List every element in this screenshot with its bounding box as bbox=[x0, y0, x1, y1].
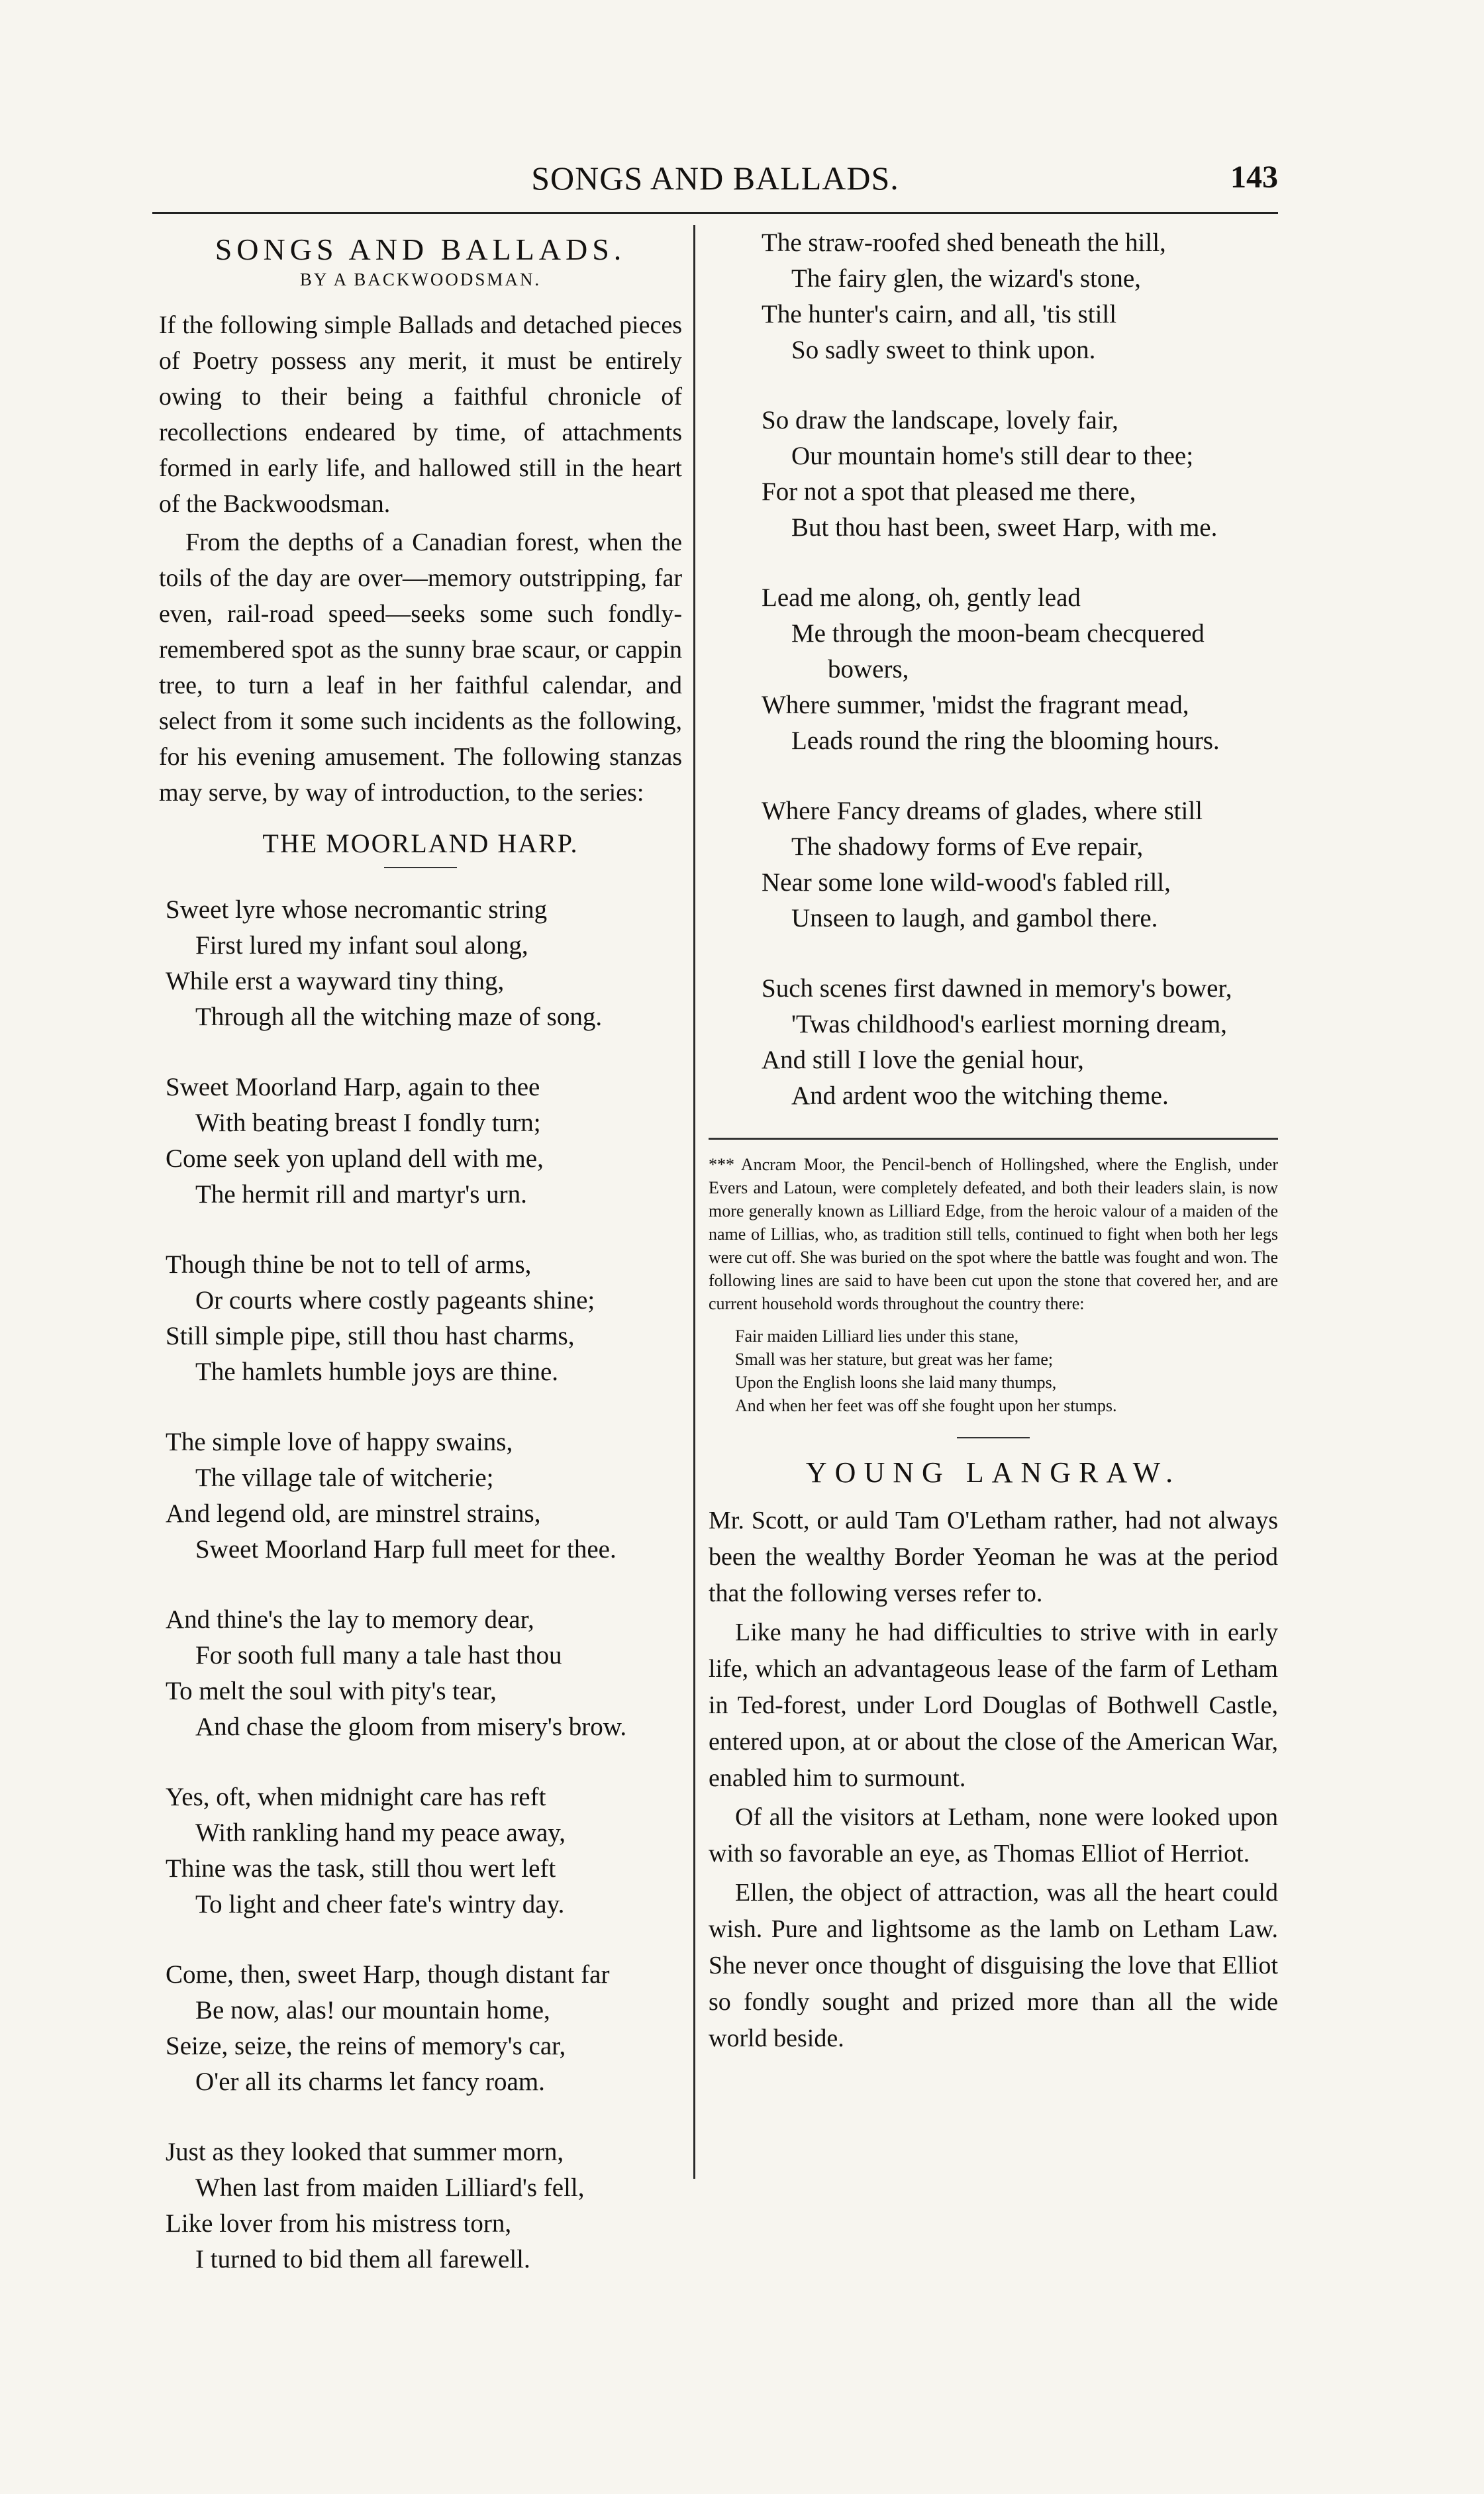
right-column bbox=[709, 225, 1278, 2057]
verse-line: The hermit rill and martyr's urn. bbox=[195, 1180, 527, 1209]
stanza bbox=[166, 1602, 682, 1745]
verse-line: Me through the moon-beam checquered bbox=[791, 619, 1205, 648]
verse-line: Where Fancy dreams of glades, where still bbox=[762, 797, 1203, 825]
verse-line: Where summer, 'midst the fragrant mead, bbox=[762, 691, 1189, 719]
verse-line: Thine was the task, still thou wert left bbox=[166, 1854, 556, 1883]
verse-line: Near some lone wild-wood's fabled rill, bbox=[762, 868, 1171, 897]
verse-line: With beating breast I fondly turn; bbox=[195, 1109, 541, 1137]
section-rule bbox=[957, 1437, 1030, 1438]
footnote-verse-line: Small was her stature, but great was her fame; bbox=[735, 1350, 1054, 1369]
poem-title: THE MOORLAND HARP. bbox=[262, 828, 579, 858]
verse-line: I turned to bid them all farewell. bbox=[195, 2245, 530, 2273]
verse-line: Just as they looked that summer morn, bbox=[166, 2138, 564, 2166]
verse-line: While erst a wayward tiny thing, bbox=[166, 967, 505, 995]
running-title: SONGS AND BALLADS. bbox=[531, 160, 899, 197]
page-number: 143 bbox=[1230, 160, 1278, 195]
verse-line: And chase the gloom from misery's brow. bbox=[195, 1713, 627, 1741]
verse-line: First lured my infant soul along, bbox=[195, 931, 528, 960]
byline: BY A BACKWOODSMAN. bbox=[299, 270, 542, 289]
stanza bbox=[762, 793, 1278, 936]
verse-line: Or courts where costly pageants shine; bbox=[195, 1286, 595, 1315]
title-rule bbox=[384, 867, 457, 868]
verse-line: The hunter's cairn, and all, 'tis still bbox=[762, 300, 1117, 328]
footnote-rule bbox=[709, 1138, 1278, 1140]
story-body bbox=[709, 1503, 1278, 2057]
footnote-verse-line: And when her feet was off she fought upon her stumps. bbox=[735, 1396, 1117, 1415]
verse-line: Still simple pipe, still thou hast charms, bbox=[166, 1322, 575, 1350]
verse-line: So sadly sweet to think upon. bbox=[791, 336, 1096, 364]
stanza bbox=[762, 403, 1278, 546]
verse-line: The fairy glen, the wizard's stone, bbox=[791, 264, 1141, 293]
stanza bbox=[166, 1957, 682, 2100]
footnote bbox=[709, 1153, 1278, 1417]
running-head bbox=[152, 159, 1278, 214]
footnote-verse bbox=[735, 1324, 1278, 1417]
story-paragraph: Of all the visitors at Letham, none were looked upon with so favorable an eye, as Thomas Elliot of Herriot. bbox=[709, 1803, 1278, 1868]
verse-line: But thou hast been, sweet Harp, with me. bbox=[791, 513, 1218, 542]
story-paragraph: Like many he had difficulties to strive with in early life, which an advantageous lease of the farm of Letham in Ted-forest, under Lord Douglas of Bothwell Castle, entered upon, at or about the close of the American War, enabled him to surmount. bbox=[709, 1619, 1278, 1792]
introduction bbox=[159, 307, 682, 811]
verse-line: Sweet lyre whose necromantic string bbox=[166, 895, 548, 924]
stanza bbox=[762, 971, 1278, 1114]
verse-line: Come seek yon upland dell with me, bbox=[166, 1144, 544, 1173]
verse-line: For not a spot that pleased me there, bbox=[762, 477, 1136, 506]
stanza bbox=[166, 2134, 682, 2277]
verse-line: To melt the soul with pity's tear, bbox=[166, 1677, 497, 1705]
stanza bbox=[166, 1070, 682, 1213]
stanza bbox=[762, 580, 1278, 759]
verse-line: Sweet Moorland Harp, again to thee bbox=[166, 1073, 540, 1101]
column-divider bbox=[693, 225, 695, 2179]
verse-line: And legend old, are minstrel strains, bbox=[166, 1499, 541, 1528]
verse-line: The hamlets humble joys are thine. bbox=[195, 1358, 559, 1386]
verse-line: So draw the landscape, lovely fair, bbox=[762, 406, 1118, 434]
verse-line: Through all the witching maze of song. bbox=[195, 1003, 603, 1031]
verse-line: 'Twas childhood's earliest morning dream, bbox=[791, 1010, 1227, 1038]
verse-line: Sweet Moorland Harp full meet for thee. bbox=[195, 1535, 617, 1564]
verse-line: The simple love of happy swains, bbox=[166, 1428, 513, 1456]
verse-line: Unseen to laugh, and gambol there. bbox=[791, 904, 1158, 932]
verse-line: Seize, seize, the reins of memory's car, bbox=[166, 2032, 566, 2060]
story-title: YOUNG LANGRAW. bbox=[805, 1456, 1181, 1489]
verse-line: The straw-roofed shed beneath the hill, bbox=[762, 228, 1166, 257]
verse-line: Yes, oft, when midnight care has reft bbox=[166, 1783, 546, 1811]
stanza bbox=[166, 1424, 682, 1568]
verse-line: bowers, bbox=[828, 655, 909, 683]
verse-line: Leads round the ring the blooming hours. bbox=[791, 726, 1220, 755]
verse-line: Be now, alas! our mountain home, bbox=[195, 1996, 550, 2024]
verse-line: Such scenes first dawned in memory's bower, bbox=[762, 974, 1232, 1003]
verse-line: And ardent woo the witching theme. bbox=[791, 1081, 1169, 1110]
left-column bbox=[159, 225, 682, 2312]
verse-line: To light and cheer fate's wintry day. bbox=[195, 1890, 565, 1919]
verse-line: O'er all its charms let fancy roam. bbox=[195, 2068, 545, 2096]
intro-paragraph: If the following simple Ballads and detached pieces of Poetry possess any merit, it must be entirely owing to their being a faithful chronicle of recollections endeared by time, of attachments formed in early life, and hallowed still in the heart of the Backwoodsman. bbox=[159, 311, 682, 518]
stanza bbox=[166, 1779, 682, 1922]
verse-line: Like lover from his mistress torn, bbox=[166, 2209, 512, 2238]
story-paragraph: Ellen, the object of attraction, was all the heart could wish. Pure and lightsome as the lamb on Letham Law. She never once thought of disguising the love that Elliot so fondly sought and prized more than all the wide world beside. bbox=[709, 1879, 1278, 2052]
verse-line: Our mountain home's still dear to thee; bbox=[791, 442, 1194, 470]
verse-line: When last from maiden Lilliard's fell, bbox=[195, 2173, 585, 2202]
footnote-verse-line: Fair maiden Lilliard lies under this stane, bbox=[735, 1326, 1019, 1346]
verse-line: Though thine be not to tell of arms, bbox=[166, 1250, 532, 1279]
verse-line: And thine's the lay to memory dear, bbox=[166, 1605, 534, 1634]
stanza bbox=[166, 892, 682, 1035]
verse-line: Come, then, sweet Harp, though distant far bbox=[166, 1960, 610, 1989]
stanza bbox=[166, 1247, 682, 1390]
verse-line: For sooth full many a tale hast thou bbox=[195, 1641, 562, 1670]
verse-line: The village tale of witcherie; bbox=[195, 1464, 494, 1492]
footnote-verse-line: Upon the English loons she laid many thumps, bbox=[735, 1373, 1057, 1392]
intro-paragraph: From the depths of a Canadian forest, when the toils of the day are over—memory outstripping, far even, rail-road speed—seeks some such fondly-remembered spot as the sunny brae scaur, or cappin tree, to turn a leaf in her faithful calendar, and select from it some such incidents as the following, for his evening amusement. The following stanzas may serve, by way of introduction, to the series: bbox=[159, 528, 682, 807]
section-heading: SONGS AND BALLADS. bbox=[215, 232, 626, 266]
verse-line: The shadowy forms of Eve repair, bbox=[791, 832, 1144, 861]
story-paragraph: Mr. Scott, or auld Tam O'Letham rather, had not always been the wealthy Border Yeoman he was at the period that the following verses refer to. bbox=[709, 1507, 1278, 1607]
stanza bbox=[762, 225, 1278, 368]
verse-line: With rankling hand my peace away, bbox=[195, 1819, 566, 1847]
verse-line: Lead me along, oh, gently lead bbox=[762, 583, 1081, 612]
footnote-text: *** Ancram Moor, the Pencil-bench of Hollingshed, where the English, under Evers and Latoun, were completely defeated, and both their leaders slain, is now more generally known as Lilliard Edge, from the heroic valour of a maiden of the name of Lillias, who, as tradition still tells, continued to fight when both her legs were cut off. She was buried on the spot where the battle was fought and won. The following lines are said to have been cut upon the stone that covered her, and are current household words throughout the country there: bbox=[709, 1155, 1278, 1313]
verse-line: And still I love the genial hour, bbox=[762, 1046, 1084, 1074]
